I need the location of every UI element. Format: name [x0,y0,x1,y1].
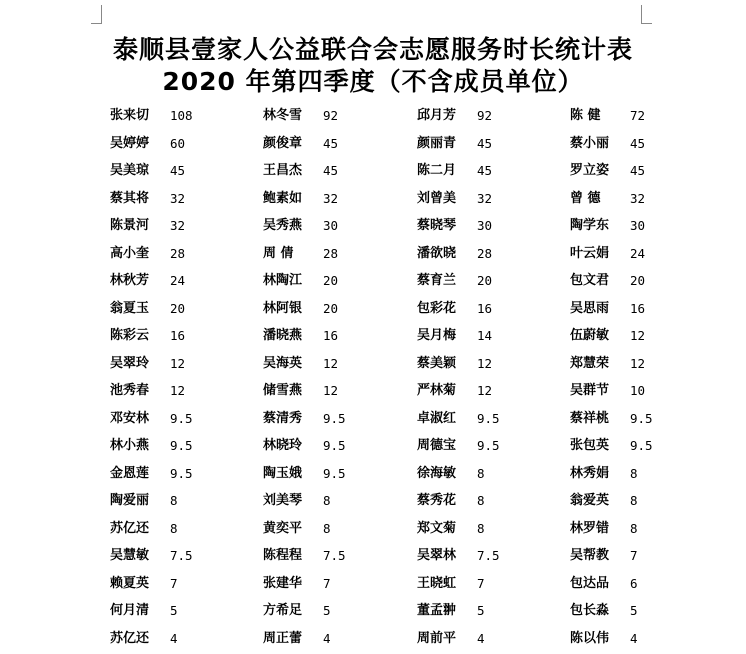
volunteer-hours: 8 [630,493,638,508]
volunteer-name: 潘欲晓 [417,245,457,261]
volunteer-hours: 32 [170,190,186,206]
volunteer-name: 高小奎 [110,245,150,261]
volunteer-hours: 8 [170,493,178,508]
volunteer-name: 董孟翀 [417,603,457,618]
table-row [0,378,746,406]
volunteer-hours: 9.5 [477,410,500,426]
volunteer-name: 郑文菊 [417,520,457,536]
table-row [0,351,746,379]
volunteer-hours: 12 [477,355,493,371]
volunteer-name: 包文君 [570,273,610,288]
volunteer-hours: 6 [630,575,638,591]
volunteer-hours: 4 [170,630,178,646]
volunteer-name: 翁爱英 [570,493,610,508]
volunteer-name: 鲍素如 [263,190,303,206]
volunteer-hours: 32 [170,218,186,233]
volunteer-hours: 14 [477,328,493,343]
volunteer-name: 苏亿还 [110,630,150,646]
volunteer-hours: 45 [323,163,339,178]
volunteer-name: 颜俊章 [263,135,303,151]
volunteer-name: 金恩莲 [110,465,150,481]
volunteer-hours: 60 [170,135,186,151]
volunteer-name: 周 倩 [263,245,294,261]
volunteer-name: 吴翠林 [417,548,457,563]
volunteer-hours: 9.5 [630,410,653,426]
volunteer-name: 陈 健 [570,108,601,123]
volunteer-hours: 72 [630,108,646,123]
volunteer-hours-table [0,103,746,653]
volunteer-name: 蔡祥桃 [570,410,610,426]
volunteer-name: 陶玉娥 [263,465,303,481]
volunteer-name: 包彩花 [417,300,457,316]
volunteer-hours: 45 [477,135,493,151]
volunteer-name: 严林菊 [417,383,457,398]
volunteer-hours: 24 [170,273,186,288]
volunteer-hours: 45 [630,163,646,178]
volunteer-name: 邓安林 [110,410,150,426]
volunteer-hours: 4 [477,630,485,646]
volunteer-name: 吴月梅 [417,328,457,343]
volunteer-name: 罗立姿 [570,163,610,178]
volunteer-hours: 5 [170,603,178,618]
volunteer-hours: 9.5 [323,410,346,426]
volunteer-name: 蔡小丽 [570,135,610,151]
volunteer-hours: 8 [630,465,638,481]
table-row [0,598,746,626]
volunteer-hours: 20 [323,300,339,316]
volunteer-name: 刘美琴 [263,493,303,508]
volunteer-hours: 16 [630,300,646,316]
volunteer-name: 林冬雪 [263,108,303,123]
volunteer-hours: 9.5 [630,438,653,453]
volunteer-hours: 7.5 [477,548,500,563]
volunteer-hours: 24 [630,245,646,261]
volunteer-hours: 7.5 [170,548,193,563]
volunteer-name: 曾 德 [570,190,601,206]
volunteer-name: 陈二月 [417,163,457,178]
volunteer-hours: 16 [170,328,186,343]
volunteer-name: 林罗错 [570,520,610,536]
volunteer-hours: 5 [477,603,485,618]
volunteer-name: 林秋芳 [110,273,150,288]
table-row [0,186,746,214]
volunteer-name: 徐海敏 [417,465,457,481]
page-corner-mark-left [91,5,102,24]
table-row [0,268,746,296]
volunteer-name: 张来切 [110,108,150,123]
volunteer-hours: 45 [170,163,186,178]
volunteer-hours: 12 [323,355,339,371]
volunteer-name: 林阿银 [263,300,303,316]
volunteer-hours: 4 [323,630,331,646]
volunteer-name: 蔡其将 [110,190,150,206]
table-row [0,571,746,599]
volunteer-name: 吴慧敏 [110,548,150,563]
volunteer-name: 叶云娟 [570,245,610,261]
volunteer-hours: 10 [630,383,646,398]
volunteer-hours: 7.5 [323,548,346,563]
volunteer-hours: 28 [170,245,186,261]
volunteer-name: 蔡育兰 [417,273,457,288]
volunteer-name: 储雪燕 [263,383,303,398]
volunteer-name: 何月清 [110,603,150,618]
table-row [0,103,746,131]
volunteer-hours: 9.5 [477,438,500,453]
volunteer-name: 蔡美颖 [417,355,457,371]
volunteer-hours: 9.5 [323,438,346,453]
volunteer-hours: 7 [630,548,638,563]
volunteer-hours: 8 [323,493,331,508]
document-title: 泰顺县壹家人公益联合会志愿服务时长统计表 [112,35,633,64]
volunteer-name: 林晓玲 [263,438,303,453]
volunteer-hours: 92 [323,108,339,123]
volunteer-hours: 30 [323,218,339,233]
volunteer-name: 蔡秀花 [417,493,457,508]
volunteer-name: 周前平 [417,630,457,646]
volunteer-name: 方希足 [263,603,303,618]
volunteer-name: 张包英 [570,438,610,453]
volunteer-name: 周德宝 [417,438,457,453]
volunteer-name: 赖夏英 [110,575,150,591]
volunteer-hours: 7 [477,575,485,591]
volunteer-name: 吴海英 [263,355,303,371]
volunteer-hours: 92 [477,108,493,123]
volunteer-hours: 45 [477,163,493,178]
volunteer-name: 吴群节 [570,383,610,398]
volunteer-name: 黄奕平 [263,520,303,536]
volunteer-name: 林小燕 [110,438,150,453]
volunteer-name: 卓淑红 [417,410,457,426]
volunteer-name: 翁夏玉 [110,300,150,316]
volunteer-hours: 20 [630,273,646,288]
volunteer-hours: 7 [323,575,331,591]
volunteer-hours: 20 [477,273,493,288]
volunteer-name: 池秀春 [110,383,150,398]
volunteer-name: 刘曾美 [417,190,457,206]
volunteer-hours: 12 [170,355,186,371]
document-subtitle: 2020 年第四季度（不含成员单位） [162,67,584,96]
volunteer-hours: 7 [170,575,178,591]
table-row [0,296,746,324]
volunteer-name: 陈程程 [263,548,303,563]
volunteer-hours: 20 [323,273,339,288]
volunteer-name: 陶学东 [570,218,610,233]
volunteer-name: 林陶江 [263,273,303,288]
volunteer-name: 陈以伟 [570,630,610,646]
volunteer-hours: 5 [630,603,638,618]
volunteer-name: 潘晓燕 [263,328,303,343]
volunteer-name: 吴秀燕 [263,218,303,233]
volunteer-name: 吴思雨 [570,300,610,316]
volunteer-hours: 30 [630,218,646,233]
table-row [0,461,746,489]
volunteer-hours: 12 [170,383,186,398]
volunteer-name: 蔡清秀 [263,410,303,426]
table-row [0,131,746,159]
table-row [0,516,746,544]
volunteer-hours: 8 [323,520,331,536]
volunteer-hours: 12 [630,355,646,371]
volunteer-hours: 45 [323,135,339,151]
table-row [0,626,746,654]
table-row [0,488,746,516]
volunteer-hours: 12 [477,383,493,398]
volunteer-hours: 30 [477,218,493,233]
volunteer-hours: 32 [323,190,339,206]
volunteer-hours: 28 [323,245,339,261]
volunteer-name: 苏亿还 [110,520,150,536]
volunteer-name: 张建华 [263,575,303,591]
volunteer-hours: 9.5 [170,410,193,426]
volunteer-hours: 8 [170,520,178,536]
volunteer-hours: 32 [477,190,493,206]
volunteer-hours: 108 [170,108,193,123]
volunteer-name: 吴翠玲 [110,355,150,371]
volunteer-name: 颜丽青 [417,135,457,151]
volunteer-hours: 12 [630,328,646,343]
table-row [0,241,746,269]
volunteer-hours: 4 [630,630,638,646]
table-row [0,406,746,434]
table-row [0,433,746,461]
table-row [0,213,746,241]
volunteer-name: 陈彩云 [110,328,150,343]
volunteer-name: 吴美琼 [110,163,150,178]
volunteer-name: 王昌杰 [263,163,303,178]
volunteer-hours: 8 [630,520,638,536]
volunteer-name: 蔡晓琴 [417,218,457,233]
volunteer-hours: 16 [477,300,493,316]
volunteer-name: 周正蕾 [263,630,303,646]
volunteer-hours: 20 [170,300,186,316]
volunteer-hours: 9.5 [323,465,346,481]
volunteer-hours: 9.5 [170,438,193,453]
volunteer-name: 吴帮教 [570,548,610,563]
volunteer-name: 伍蔚敏 [570,328,610,343]
volunteer-hours: 12 [323,383,339,398]
volunteer-hours: 8 [477,465,485,481]
volunteer-hours: 16 [323,328,339,343]
volunteer-hours: 28 [477,245,493,261]
volunteer-hours: 5 [323,603,331,618]
volunteer-name: 包达品 [570,575,610,591]
volunteer-name: 邱月芳 [417,108,457,123]
volunteer-name: 林秀娟 [570,465,610,481]
volunteer-name: 郑慧荣 [570,355,610,371]
volunteer-hours: 45 [630,135,646,151]
volunteer-hours: 8 [477,493,485,508]
volunteer-name: 陶爱丽 [110,493,150,508]
volunteer-name: 王晓虹 [417,575,457,591]
volunteer-hours: 32 [630,190,646,206]
volunteer-name: 包长淼 [570,603,610,618]
volunteer-hours: 8 [477,520,485,536]
volunteer-name: 吴婷婷 [110,135,150,151]
table-row [0,323,746,351]
volunteer-name: 陈景河 [110,218,150,233]
table-row [0,158,746,186]
volunteer-hours: 9.5 [170,465,193,481]
table-row [0,543,746,571]
page-corner-mark-right [641,5,652,24]
